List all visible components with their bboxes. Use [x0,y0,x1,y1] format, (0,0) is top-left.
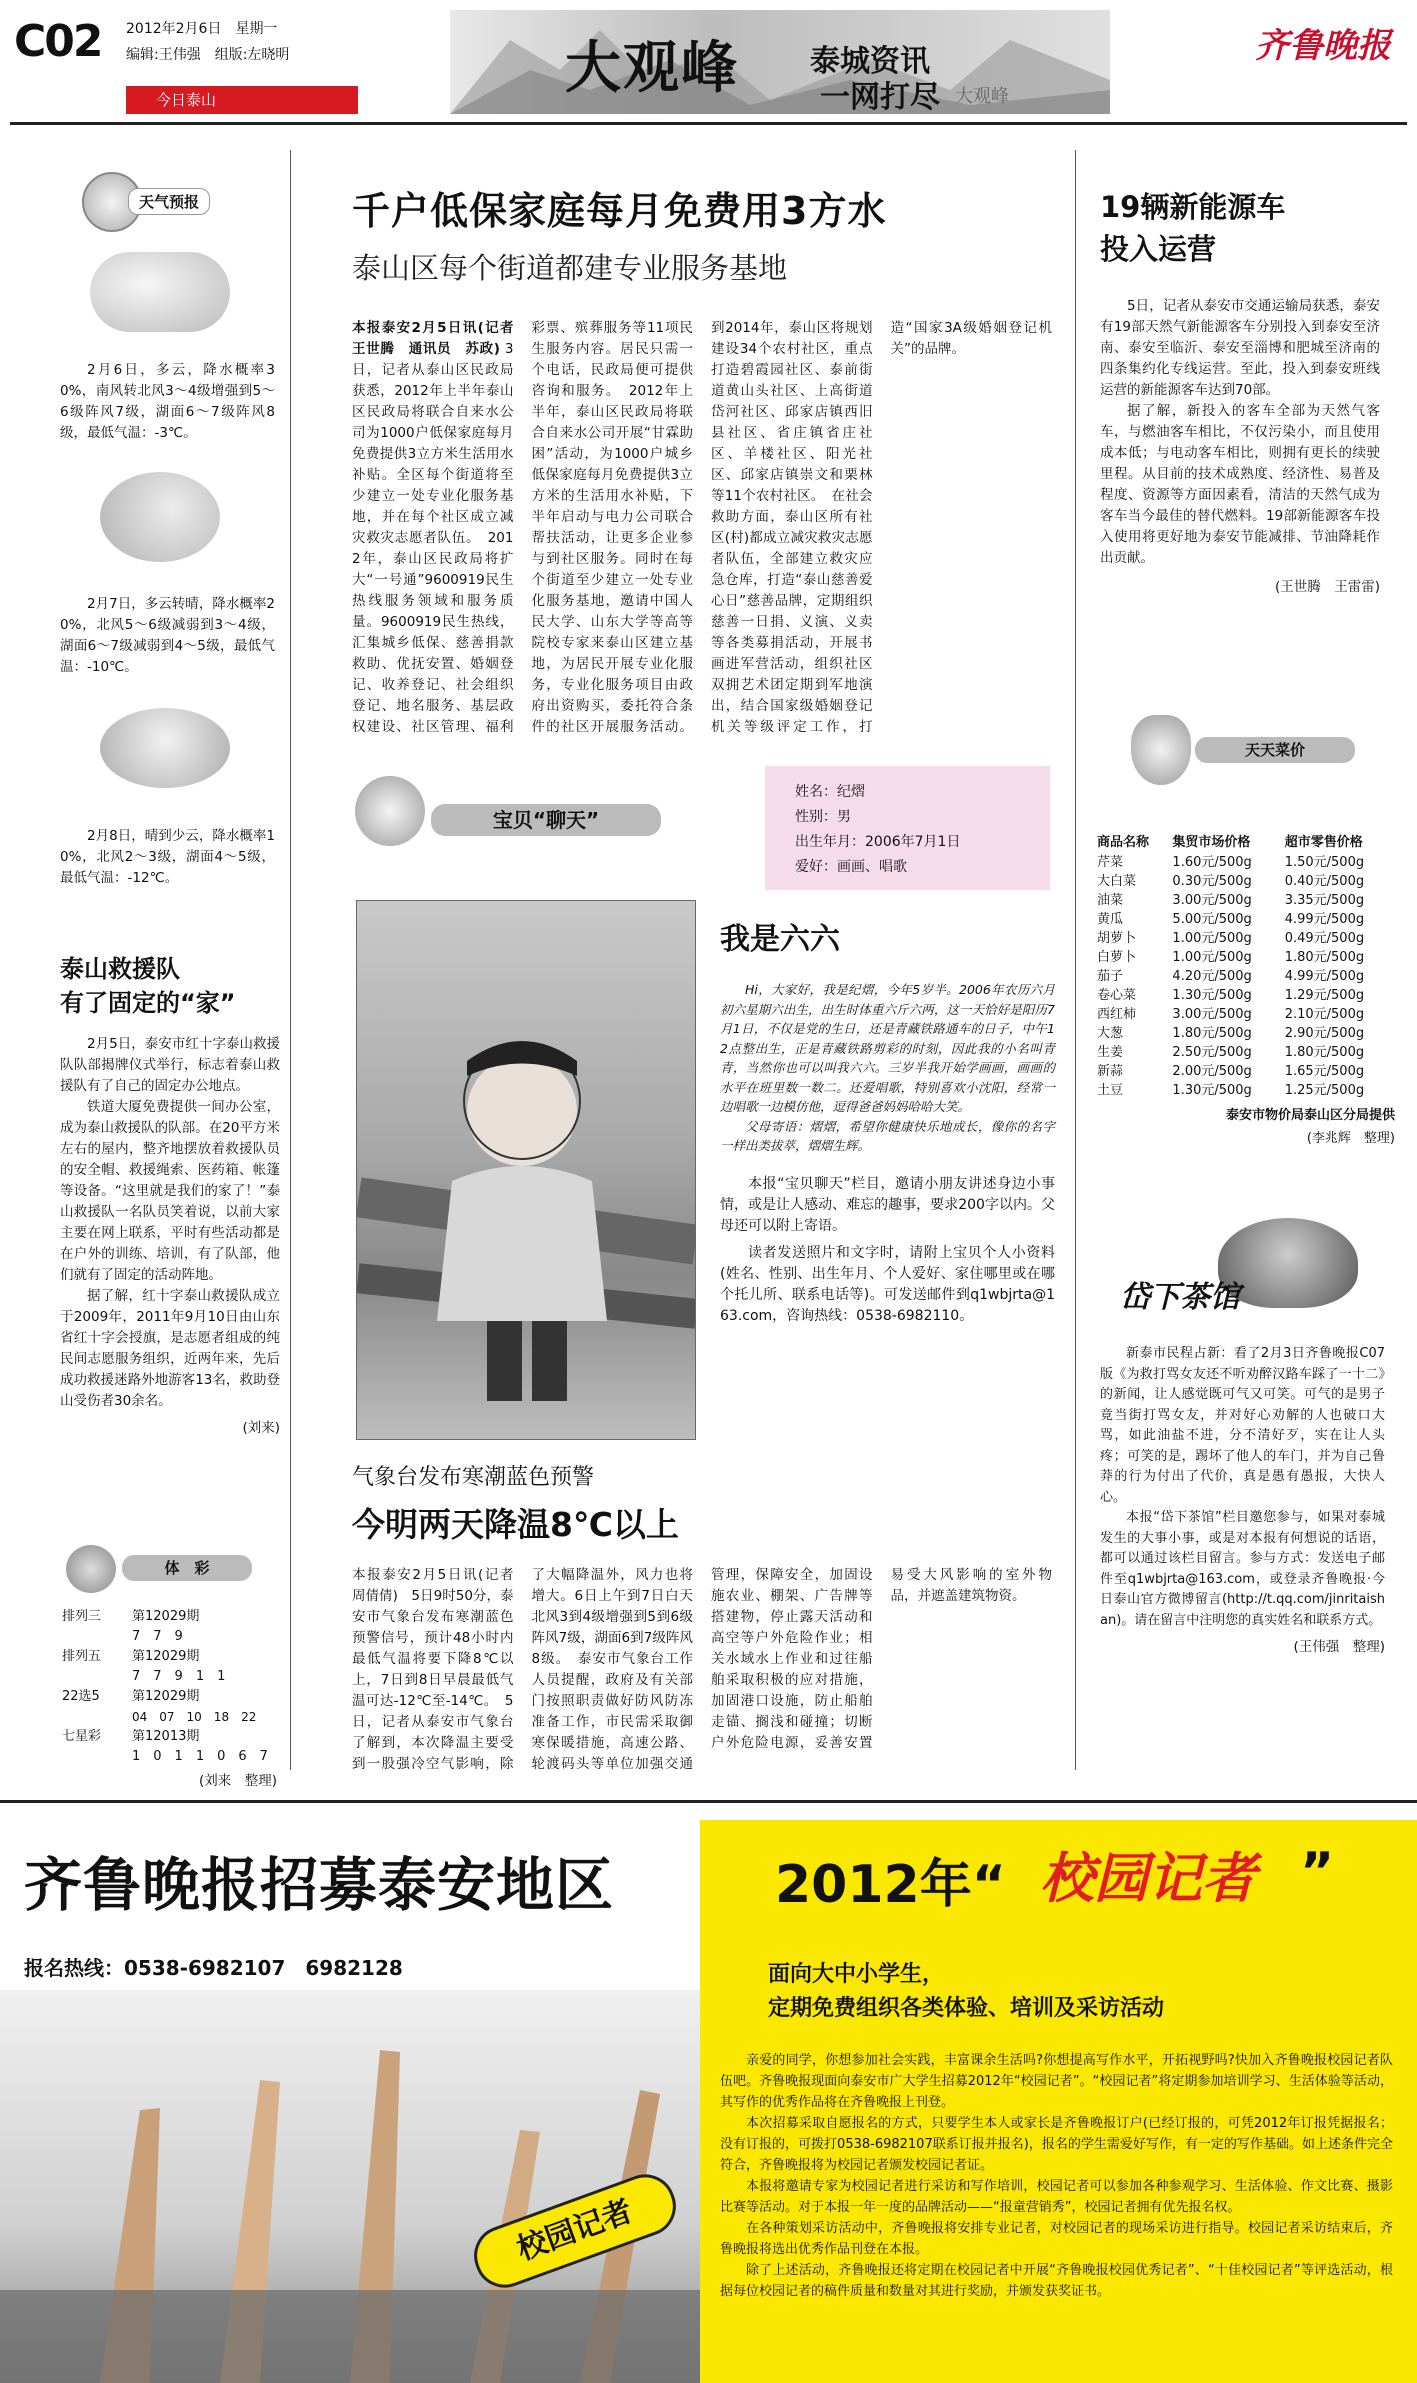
ad-slogan-2: 定期免费组织各类体验、培训及采访活动 [768,1996,1165,2021]
baby-chat-section [355,766,1055,875]
veg-retail-price: 2.90元/500g [1284,1026,1365,1041]
lottery-row [62,1687,268,1727]
veg-retail-price: 4.99元/500g [1284,969,1365,984]
rescue-title-1: 泰山救援队 [60,955,180,983]
tea-byline: (王伟强 整理) [1293,1639,1385,1655]
sun-cloud-icon [100,472,220,562]
ad-para: 在各种策划采访活动中，齐鲁晚报将安排专业记者，对校园记者的现场采访进行指导。校园记者采访结束后，齐鲁晚报将选出优秀作品刊登在本报。 [720,2221,1393,2257]
lottery-numbers: 1 0 1 1 0 6 7 [132,1749,268,1764]
lottery-section [62,1545,277,1789]
ad-rule-top [0,1800,1417,1803]
veg-retail-price: 4.99元/500g [1284,912,1365,927]
editors: 编辑:王伟强 组版:左晓明 [126,47,290,63]
ad-para: 本次招募采取自愿报名的方式，只要学生本人或家长是齐鲁晚报订户(已经订报的，可凭2012年订报凭据报名；没有订报的，可拨打0538-6982107联系订报并报名)，报名的学生需爱好写作，有一定的写作基础。如上述条件完全符合，齐鲁晚报将为校园记者颁发校园记者证。 [720,2116,1393,2173]
ev-title-2: 投入运营 [1100,232,1217,266]
veg-market-price: 4.20元/500g [1172,969,1252,984]
baby-photo [356,900,696,1440]
rescue-para: 铁道大厦免费提供一间办公室，成为泰山救援队的队部。在20平方米左右的屋内，整齐地摆放着救援队员的安全帽、救援绳索、医药箱、帐篷等设备。“这里就是我们的家了！”泰山救援队一名队员笑着说，以前大家主要在网上联系，平时有些活动都是在户外的训练、培训，有了队部，他们就有了固定的活动阵地。 [60,1099,280,1283]
cold-wave-article [352,1462,1052,1550]
lead-subtitle: 泰山区每个街道都建专业服务基地 [352,251,788,285]
veg-price-table [1095,833,1395,1100]
ad-slogan-1: 面向大中小学生， [768,1962,945,1987]
cold-wave-title: 今明两天降温8℃以上 [352,1505,679,1544]
weather-label: 天气预报 [128,188,210,215]
veg-row [1095,1005,1395,1024]
newspaper-logo: 齐鲁晚报 [1255,26,1391,66]
section-name: 今日泰山 [156,91,217,109]
right-column-rule [1075,150,1076,1770]
veg-market-price: 1.80元/500g [1172,1026,1252,1041]
veg-name: 西红柿 [1097,1007,1137,1022]
ev-article [1100,186,1380,595]
baby-story [720,920,1055,1327]
ad-photo [0,1990,700,2383]
veg-name: 胡萝卜 [1097,931,1137,946]
veg-market-price: 1.30元/500g [1172,988,1252,1003]
veg-row [1095,1043,1395,1062]
veg-market-price: 5.00元/500g [1172,912,1252,927]
lottery-byline: (刘来 整理) [198,1773,277,1789]
weather-day-2: 2月7日，多云转晴，降水概率20%，北风5～6级减弱到3～4级，湖面6～7级减弱到4～5级，最低气温：-10℃。 [60,596,275,675]
banner-title: 大观峰 [565,35,739,101]
rescue-article [60,952,280,1436]
lottery-numbers: 7 7 9 1 1 [132,1669,226,1684]
cold-wave-text: 本报泰安2月5日讯(记者 周倩倩) 5日9时50分，泰安市气象台发布寒潮蓝色预警信号，预计48小时内最低气温将要下降8℃以上，7日到8日早晨最低气温可达-12℃至-14℃。 5日，记者从泰安市气象台了解到，本次降温主要受到一股强冷空气影响，除了大幅降温外，风力也将增大。6日上午到7日白天北风3到4级增强到5到6级阵风7级，湖面6到7级阵风8级。 泰安市气象台工作人员提醒，政府及有关部门按照职责做好防风防冻准备工作，市民需采取御寒保暖措施，高速公路、轮渡码头等单位加强交通管理，保障安全，加固设施农业、棚架、广告牌等搭建物，停止露天活动和高空等户外危险作业；相关水域水上作业和过往船舶采取积极的应对措施，加固港口设施，防止船舶走锚、搁浅和碰撞；切断户外危险电源，妥善安置易受大风影响的室外物品，并遮盖建筑物资。 [352,1567,1052,1772]
veg-row [1095,872,1395,891]
banner-subtitle-1: 泰城资讯 [810,44,930,79]
veg-name: 白萝卜 [1097,950,1137,965]
tea-para: 本报“岱下茶馆”栏目邀您参与，如果对泰城发生的大事小事，或是对本报有何想说的话语，都可以通过该栏目留言。参与方式：发送电子邮件至q1wbjrta@163.com，或登录齐鲁晚报·今日泰山官方微博留言(http://t.qq.com/jinritaishan)。请在留言中注明您的真实姓名和联系方式。 [1100,1510,1385,1628]
baby-note: 读者发送照片和文字时，请附上宝贝个人小资料(姓名、性别、出生年月、个人爱好、家住哪里或在哪个托儿所、联系电话等)。可发送邮件到q1wbjrta@163.com，咨询热线：0538-6982110。 [720,1244,1055,1324]
veg-name: 土豆 [1097,1083,1124,1098]
veg-name: 大葱 [1097,1026,1124,1041]
veg-row [1095,929,1395,948]
lottery-table [62,1607,268,1767]
lottery-row [62,1607,268,1647]
veg-market-price: 0.30元/500g [1172,874,1252,889]
veg-name: 茄子 [1097,969,1124,984]
veg-name: 黄瓜 [1097,912,1124,927]
ev-title-1: 19辆新能源车 [1100,190,1286,224]
lottery-numbers: 7 7 9 [132,1629,183,1644]
veg-source: 泰安市物价局泰山区分局提供 [1225,1108,1395,1123]
ev-para: 据了解，新投入的客车全部为天然气客车，与燃油客车相比，不仅污染小，而且使用成本低；与电动客车相比，则拥有更长的续驶里程。从目前的技术成熟度、经济性、易普及程度、资源等方面因素看，清洁的天然气成为客车当今最佳的替代燃料。19部新能源客车投入使用将更好地为泰安节能减排、节油降耗作出贡献。 [1100,403,1380,566]
ad-para: 除了上述活动，齐鲁晚报还将定期在校园记者中开展“齐鲁晚报校园优秀记者”、“十佳校园记者”等评选活动，根据每位校园记者的稿件质量和数量对其进行奖励，并颁发获奖证书。 [720,2263,1393,2299]
veg-row [1095,948,1395,967]
veg-name: 芹菜 [1097,855,1124,870]
ad-title-main: 齐鲁晚报招募泰安地区 [24,1851,615,1919]
lead-text: 3日，记者从泰山区民政局获悉，2012年上半年泰山区民政局将联合自来水公司为1000户低保家庭每月免费提供3立方米生活用水补贴。全区每个街道将至少建立一处专业化服务基地，并在每个社区成立减灾救灾志愿者队伍。 2012年，泰山区民政局将扩大“一号通”9600919民生热线服务领域和服务质量。9600919民生热线，汇集城乡低保、慈善捐款救助、优抚安置、婚姻登记、收养登记、社会组织登记、地名服务、基层政权建设、社区管理、福利彩票、殡葬服务等11项民生服务内容。居民只需一个电话，民政局便可提供咨询和服务。 2012年上半年，泰山区民政局将联合自来水公司开展“甘霖助困”活动，为1000户城乡低保家庭每月免费提供3立方米的生活用水补贴，下半年启动与电力公司联合帮扶活动，让更多企业参与到社区服务。同时在每个街道至少建立一处专业化服务基地，邀请中国人民大学、山东大学等高等院校专家来泰山区建立基地，为居民开展专业化服务，专业化服务项目由政府出资购买，委托符合条件的社区开展服务活动。到2014年，泰山区将规划建设34个农村社区，重点打造碧霞园社区、泰前街道黄山头社区、上高街道岱河社区、邱家店镇西旧县社区、省庄镇省庄社区、羊楼社区、阳光社区、邱家店镇崇文和栗林等11个农村社区。 在社会救助方面，泰山区所有社区(村)都成立减灾救灾志愿者队伍，全部建立救灾应急仓库，打造“泰山慈善爱心日”慈善品牌，定期组织慈善一日捐、义演、义卖等各类募捐活动，开展书画进军营活动，组织社区双拥艺术团定期到军地演出，结合国家级婚姻登记机关等级评定工作，打造“国家3A级婚姻登记机关”的品牌。 [352,320,1052,735]
lottery-name: 排列三 [62,1609,102,1624]
veg-retail-price: 3.35元/500g [1284,893,1365,908]
lottery-name: 22选5 [62,1689,100,1704]
baby-info-birth: 出生年月：2006年7月1日 [795,834,961,850]
rescue-body [60,1034,280,1412]
ad-badge-text: 校园记者 [512,2193,638,2268]
rescue-byline: (刘来) [242,1420,280,1436]
veg-row [1095,1081,1395,1100]
veg-retail-price: 1.25元/500g [1284,1083,1365,1098]
lottery-mascot-icon [66,1545,116,1593]
lead-byline: 本报泰安2月5日讯(记者 王世腾 通讯员 苏政) [352,320,527,357]
veg-row [1095,1062,1395,1081]
lottery-name: 排列五 [62,1649,102,1664]
weather-day-1: 2月6日，多云，降水概率30%，南风转北风3～4级增强到5～6级阵风7级，湖面6～7级阵风8级，最低气温：-3℃。 [60,362,275,441]
veg-market-price: 3.00元/500g [1172,893,1252,908]
veg-name: 生姜 [1097,1045,1124,1060]
mountain-illustration [450,10,1110,114]
veg-retail-price: 1.29元/500g [1284,988,1365,1003]
lottery-issue: 第12029期 [132,1609,200,1624]
veg-col-header: 超市零售价格 [1284,835,1363,850]
weather-section [60,168,275,889]
ev-body [1100,296,1380,569]
veg-market-price: 2.50元/500g [1172,1045,1252,1060]
veg-name: 新蒜 [1097,1064,1124,1079]
lottery-issue: 第12029期 [132,1649,200,1664]
tea-label: 岱下茶馆 [1120,1280,1240,1315]
lottery-issue: 第12013期 [132,1729,200,1744]
veg-retail-price: 2.10元/500g [1284,1007,1365,1022]
veg-row [1095,891,1395,910]
veg-market-price: 1.30元/500g [1172,1083,1252,1098]
baby-story-title: 我是六六 [720,922,840,957]
veg-header-row [1095,833,1395,853]
banner-subtitle-2: 一网打尽 [820,80,940,114]
tea-body [1100,1344,1385,1631]
weather-day-3: 2月8日，晴到少云，降水概率10%，北风2～3级，湖面4～5级，最低气温：-12℃。 [60,828,275,886]
veg-name: 油菜 [1097,893,1124,908]
sun-icon [100,708,230,788]
veg-mascot-icon [1131,715,1191,785]
lottery-label: 体 彩 [122,1555,252,1581]
veg-name: 大白菜 [1097,874,1137,889]
veg-col-header: 商品名称 [1097,835,1150,850]
baby-story-text: Hi，大家好，我是纪熠，今年5岁半。2006年农历六月初六星期六出生，出生时体重六斤六两，这一天恰好是阳历7月1日，不仅是党的生日，还是青藏铁路通车的日子，中午12点整出生，正是青藏铁路剪彩的时刻，因此我的小名叫青青，当然你也可以叫我六六。三岁半我开始学画画，画画的水平在班里数一数二。还爱唱歌，特别喜欢小沈阳，经常一边唱歌一边模仿他，逗得爸爸妈妈哈哈大笑。 [720,982,1055,1114]
banner [450,10,1110,114]
rescue-title-2: 有了固定的“家” [60,989,236,1017]
veg-name: 卷心菜 [1097,988,1137,1003]
lottery-numbers: 04 07 10 18 22 [132,1710,257,1724]
issue-date: 2012年2月6日 星期一 [126,21,278,37]
baby-info-box [765,766,1050,890]
header-rule [10,122,1407,125]
ad-para: 亲爱的同学，你想参加社会实践，丰富课余生活吗?你想提高写作水平，开拓视野吗?快加入齐鲁晚报校园记者队伍吧。齐鲁晚报现面向泰安市广大学生招募2012年“校园记者”。“校园记者”将定期参加培训学习、生活体验等活动，其写作的优秀作品将在齐鲁晚报上刊登。 [720,2053,1393,2110]
ad-body [720,2050,1393,2302]
tea-para: 新泰市民程占新：看了2月3日齐鲁晚报C07版《为救打骂女友还不听劝醉汉路车踩了一十二》的新闻，让人感觉既可气又可笑。可气的是男子竟当街打骂女友，并对好心劝解的人也破口大骂，如此油盐不进，分不清好歹，实在让人头疼；可笑的是，踢坏了他人的车门，并为自己鲁莽的行为付出了代价，真是愚有愚报，大快人心。 [1100,1346,1385,1505]
campus-reporter-ad [0,1820,1417,2383]
veg-col-header: 集贸市场价格 [1172,835,1251,850]
lottery-row [62,1647,268,1687]
veg-market-price: 2.00元/500g [1172,1064,1252,1079]
veg-row [1095,910,1395,929]
ev-byline: (王世腾 王雷雷) [1274,579,1380,595]
cold-wave-kicker: 气象台发布寒潮蓝色预警 [352,1465,595,1490]
veg-byline: (李兆辉 整理) [1306,1131,1395,1146]
lead-article [352,186,1052,290]
section-tab [126,86,358,114]
veg-retail-price: 1.80元/500g [1284,950,1365,965]
page-header [0,0,1417,124]
veg-row [1095,1024,1395,1043]
veg-market-price: 3.00元/500g [1172,1007,1252,1022]
raised-hands-illustration [0,1990,700,2383]
ad-title-year: 2012年“ [775,1855,1006,1915]
lottery-name: 七星彩 [62,1729,102,1744]
ad-title-close-quote: ” [1300,1842,1335,1902]
ad-title-highlight: 校园记者 [1040,1847,1256,1910]
veg-market-price: 1.00元/500g [1172,931,1252,946]
lottery-row [62,1727,268,1767]
veg-section [1095,715,1395,1146]
veg-row [1095,986,1395,1005]
banner-small-mark: 大观峰 [955,86,1009,107]
page-number: C02 [14,16,102,67]
baby-label: 宝贝“聊天” [431,804,661,836]
veg-retail-price: 0.49元/500g [1284,931,1365,946]
weather-label-badge [60,168,275,238]
lead-body [352,318,1052,748]
veg-retail-price: 1.65元/500g [1284,1064,1365,1079]
baby-column-note [720,1174,1055,1327]
veg-market-price: 1.60元/500g [1172,855,1252,870]
ad-hotline: 报名热线：0538-6982107 6982128 [24,1956,403,1980]
baby-note: 本报“宝贝聊天”栏目，邀请小朋友讲述身边小事情，或是让人感动、难忘的趣事，要求200字以内。父母还可以附上寄语。 [720,1175,1055,1234]
ad-para: 本报将邀请专家为校园记者进行采访和写作培训，校园记者可以参加各种参观学习、生活体验、作文比赛、摄影比赛等活动。对于本报一年一度的品牌活动——“报童营销秀”，校园记者拥有优先报名权。 [720,2179,1393,2215]
baby-info-name: 姓名：纪熠 [795,784,865,800]
tea-section [1100,1218,1385,1655]
veg-retail-price: 1.50元/500g [1284,855,1365,870]
cold-wave-body [352,1565,1052,1775]
baby-story-body [720,980,1055,1156]
veg-label: 天天菜价 [1195,737,1355,763]
baby-parent-wish: 父母寄语：熠熠，希望你健康快乐地成长，像你的名字一样出类拔萃，熠熠生辉。 [720,1118,1055,1153]
rescue-para: 2月5日，泰安市红十字泰山救援队队部揭牌仪式举行，标志着泰山救援队有了自己的固定办公地点。 [60,1036,280,1094]
rescue-para: 据了解，红十字泰山救援队成立于2009年，2011年9月10日由山东省红十字会授旗，是志愿者组成的纯民间志愿服务组织，近两年来，先后成功救援迷路外地游客13名，救助登山受伤者30余名。 [60,1288,280,1409]
lottery-issue: 第12029期 [132,1689,200,1704]
ad-text-panel [700,1930,1417,2383]
baby-info-gender: 性别：男 [795,809,851,825]
lead-title: 千户低保家庭每月免费用3方水 [352,189,887,233]
veg-row [1095,853,1395,872]
veg-market-price: 1.00元/500g [1172,950,1252,965]
child-on-bench-illustration [357,901,696,1440]
cloud-icon [90,252,230,332]
ad-title-row [0,1820,1417,1930]
veg-retail-price: 1.80元/500g [1284,1045,1365,1060]
veg-row [1095,967,1395,986]
veg-retail-price: 0.40元/500g [1284,874,1365,889]
ev-para: 5日，记者从泰安市交通运输局获悉，泰安有19部天然气新能源客车分别投入到泰安至济南、泰安至临沂、泰安至淄博和肥城至济南的四条集约化专线运营。至此，投入到泰安班线运营的新能源客车达到70部。 [1100,298,1380,398]
left-column-rule [290,150,291,1770]
baby-mascot-icon [355,776,425,846]
baby-info-hobby: 爱好：画画、唱歌 [795,859,907,875]
